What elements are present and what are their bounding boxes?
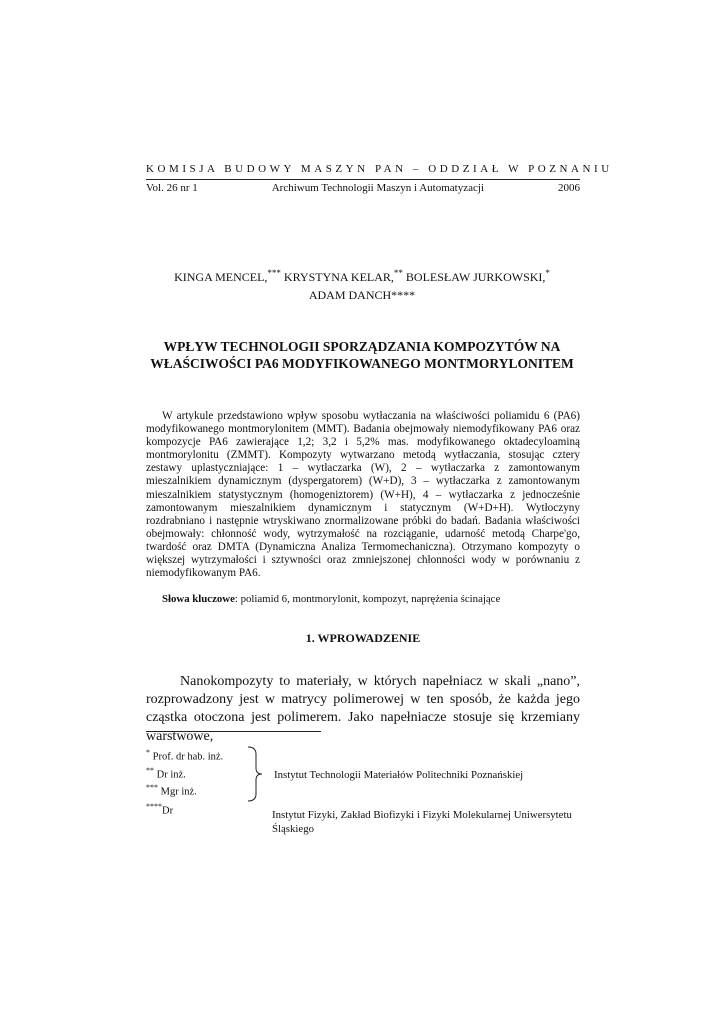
journal-name: Archiwum Technologii Maszyn i Automatyzacji xyxy=(271,182,484,194)
footnote-4 xyxy=(146,802,173,817)
author-3: BOLESŁAW JURKOWSKI, xyxy=(402,270,546,284)
year-label: 2006 xyxy=(557,182,580,194)
author-3-mark: * xyxy=(545,268,550,278)
footnote-3 xyxy=(146,783,197,798)
right-brace-icon xyxy=(246,746,274,802)
footnote-1-text: Prof. dr hab. inż. xyxy=(150,751,224,763)
volume-label: Vol. 26 nr 1 xyxy=(146,182,198,194)
author-line-2: ADAM DANCH**** xyxy=(308,288,416,302)
author-1: KINGA MENCEL, xyxy=(174,270,268,284)
author-2-mark: ** xyxy=(393,268,403,278)
footnote-1-mark: * xyxy=(146,748,150,757)
footnote-4-text: Dr xyxy=(162,805,174,817)
author-2: KRYSTYNA KELAR, xyxy=(280,270,394,284)
title-line-2: WŁAŚCIWOŚCI PA6 MODYFIKOWANEGO MONTMORYLONITEM xyxy=(150,356,574,371)
body-paragraph: Nanokompozyty to materiały, w których napełniacz w skali „nano”, rozprowadzony jest w matrycy polimerowej w ten sposób, że każda jego cząstka otoczona jest polimerem. Jako napełniacze stosuje się krzemiany warstwowe, xyxy=(146,674,580,744)
institute-2-line-2: Śląskiego xyxy=(272,823,314,835)
author-line-1 xyxy=(120,264,604,286)
keywords-line xyxy=(162,593,582,605)
institute-2-line-1: Instytut Fizyki, Zakład Biofizyki i Fizyki Molekularnej Uniwersytetu xyxy=(272,809,572,821)
section-heading: 1. WPROWADZENIE xyxy=(305,631,421,645)
footnote-3-mark: *** xyxy=(146,783,158,792)
institute-2 xyxy=(272,808,572,836)
footnote-rule xyxy=(146,731,321,732)
journal-series-header: KOMISJA BUDOWY MASZYN PAN – ODDZIAŁ W POZNANIU xyxy=(146,163,613,175)
paper-title xyxy=(120,338,604,372)
header-rule xyxy=(146,179,580,180)
institute-1: Instytut Technologii Materiałów Politechniki Poznańskiej xyxy=(274,769,524,781)
keywords-label: Słowa kluczowe xyxy=(162,593,235,605)
abstract-paragraph: W artykule przedstawiono wpływ sposobu wytłaczania na właściwości poliamidu 6 (PA6) modyfikowanego montmorylonitem (MMT). Badania obejmowały niemodyfikowany PA6 oraz kompozycje PA6 zawierające 1,2; 3,2 i 5,2% mas. modyfikowanego oktadecyloaminą montmorylonitu (ZMMT). Kompozyty wytwarzano metodą wytłaczania, stosując cztery zestawy uplastyczniające: 1 – wytłaczarka (W), 2 – wytłaczarka z zamontowanym mieszalnikiem dynamicznym (dyspergatorem) (W+D), 3 – wytłaczarka z zamontowanym mieszalnikiem statystycznym (homogeniztorem) (W+H), 4 – wytłaczarka z jednocześnie zamontowanym mieszalnikiem dynamicznym i statycznym (W+D+H). Wytłoczyny rozdrabniano i następnie wtryskiwano znormalizowane próbki do badań. Badania właściwości obejmowały: chłonność wody, wytrzymałość na rozciąganie, udarność metodą Charpe'go, twardość oraz DMTA (Dynamiczna Analiza Termomechaniczna). Otrzymano kompozyty o większej wytrzymałości i sztywności oraz zmniejszonej chłonności wody w porównaniu z niemodyfikowanym PA6. xyxy=(146,410,580,580)
journal-info-row xyxy=(146,182,580,194)
footnote-1 xyxy=(146,748,223,763)
footnote-4-mark: **** xyxy=(146,802,162,811)
author-list xyxy=(120,264,604,304)
footnote-3-text: Mgr inż. xyxy=(158,786,197,798)
keywords-text: : poliamid 6, montmorylonit, kompozyt, naprężenia ścinające xyxy=(234,593,501,605)
footnote-2 xyxy=(146,766,186,781)
footnote-2-mark: ** xyxy=(146,766,154,775)
footnote-2-text: Dr inż. xyxy=(154,769,186,781)
title-line-1: WPŁYW TECHNOLOGII SPORZĄDZANIA KOMPOZYTÓW NA xyxy=(163,339,561,354)
author-1-mark: *** xyxy=(267,268,281,278)
